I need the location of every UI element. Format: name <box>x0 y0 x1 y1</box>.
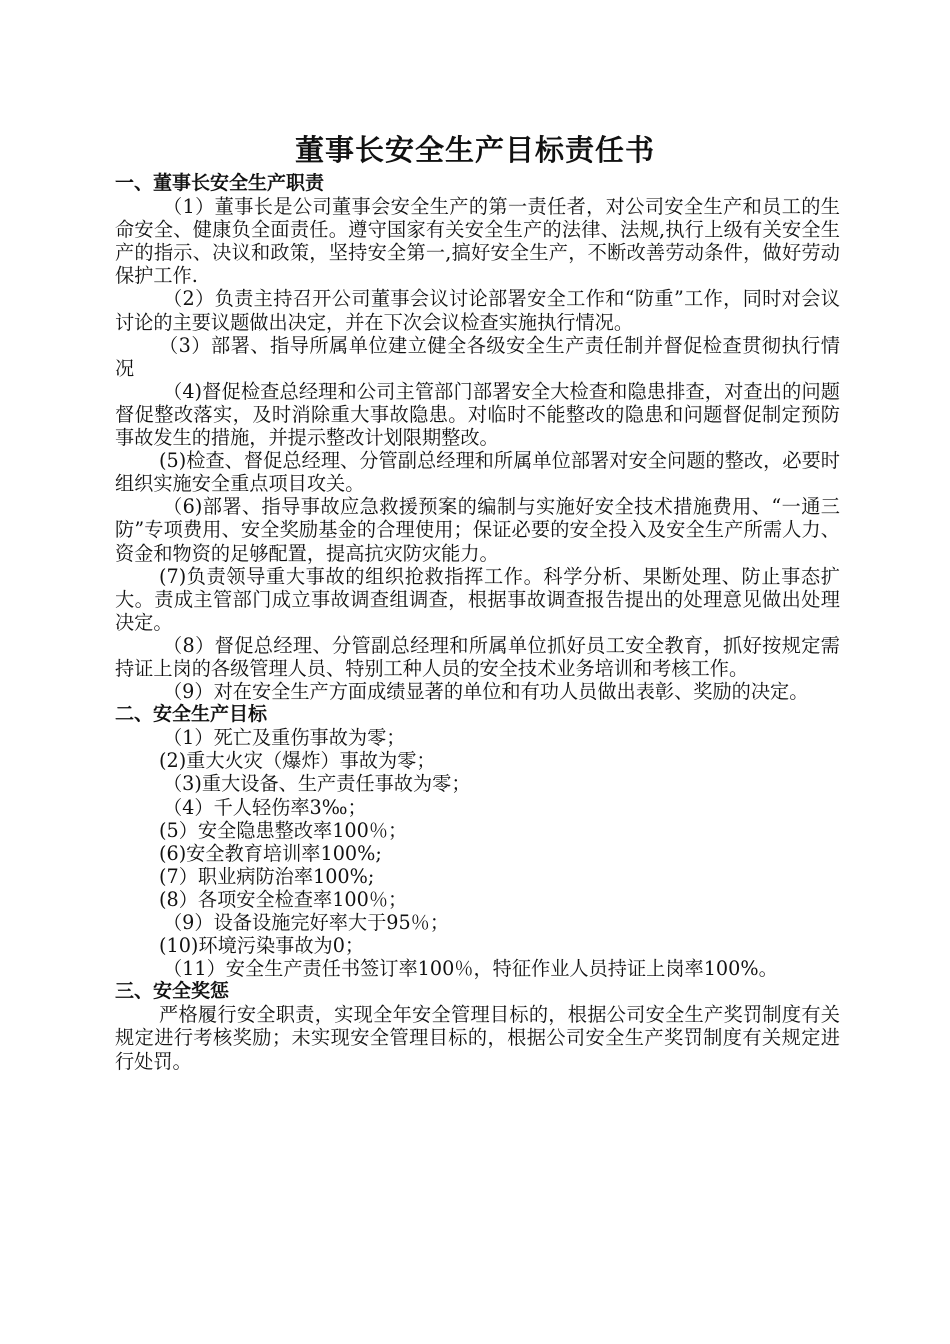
document-title: 董事长安全生产目标责任书 <box>294 133 655 167</box>
document-body <box>115 172 840 1073</box>
duty-paragraph: （3）部署、指导所属单位建立健全各级安全生产责任制并督促检查贯彻执行情况 <box>115 333 840 380</box>
target-item: (8）各项安全检查率100％； <box>159 887 408 911</box>
duty-paragraph: （2）负责主持召开公司董事会议讨论部署安全工作和“防重”工作，同时对会议讨论的主要议题做出决定，并在下次会议检查实施执行情况。 <box>115 287 840 334</box>
duty-paragraph: (7)负责领导重大事故的组织抢救指挥工作。科学分析、果断处理、防止事态扩大。责成主管部门成立事故调查组调查，根据事故调查报告提出的处理意见做出处理决定。 <box>115 564 840 634</box>
duty-paragraph: (5)检查、督促总经理、分管副总经理和所属单位部署对安全问题的整改，必要时组织实施安全重点项目攻关。 <box>115 449 840 496</box>
duty-paragraph: （1）董事长是公司董事会安全生产的第一责任者，对公司安全生产和员工的生命安全、健康负全面责任。遵守国家有关安全生产的法律、法规,执行上级有关安全生产的指示、决议和政策，坚持安全第一,搞好安全生产，不断改善劳动条件，做好劳动保护工作. <box>115 195 840 288</box>
section-heading: 二、安全生产目标 <box>115 703 268 726</box>
section-heading: 三、安全奖惩 <box>115 980 230 1003</box>
target-item: （9）设备设施完好率大于95％； <box>163 911 450 934</box>
duty-paragraph: （4)督促检查总经理和公司主管部门部署安全大检查和隐患排查，对查出的问题督促整改落实，及时消除重大事故隐患。对临时不能整改的隐患和问题督促制定预防事故发生的措施，并提示整改计划限期整改。 <box>115 379 840 450</box>
target-item: （4）千人轻伤率3‰； <box>163 795 367 819</box>
duty-paragraph: （8）督促总经理、分管副总经理和所属单位抓好员工安全教育，抓好按规定需持证上岗的各级管理人员、特别工种人员的安全技术业务培训和考核工作。 <box>115 633 840 680</box>
target-item: (5）安全隐患整改率100％； <box>159 818 408 842</box>
target-item: （1）死亡及重伤事故为零； <box>163 726 406 750</box>
target-item: （3)重大设备、生产责任事故为零； <box>163 772 471 796</box>
target-item: (7）职业病防治率100%; <box>159 864 375 888</box>
target-item: (10)环境污染事故为0； <box>159 934 365 958</box>
target-item: (2)重大火灾（爆炸）事故为零； <box>159 749 436 773</box>
duty-paragraph: （6)部署、指导事故应急救援预案的编制与实施好安全技术措施费用、“一通三防”专项费用、安全奖励基金的合理使用；保证必要的安全投入及安全生产所需人力、资金和物资的足够配置，提高抗灾防灾能力。 <box>115 495 840 565</box>
reward-paragraph: 严格履行安全职责，实现全年安全管理目标的，根据公司安全生产奖罚制度有关规定进行考核奖励；未实现安全管理目标的，根据公司安全生产奖罚制度有关规定进行处罚。 <box>115 1003 840 1073</box>
target-item: (6)安全教育培训率100%; <box>159 841 382 865</box>
target-item: （11）安全生产责任书签订率100％，特征作业人员持证上岗率100%。 <box>163 957 778 981</box>
duty-paragraph: （9）对在安全生产方面成绩显著的单位和有功人员做出表彰、奖励的决定。 <box>163 680 809 704</box>
section-heading: 一、董事长安全生产职责 <box>115 172 325 194</box>
